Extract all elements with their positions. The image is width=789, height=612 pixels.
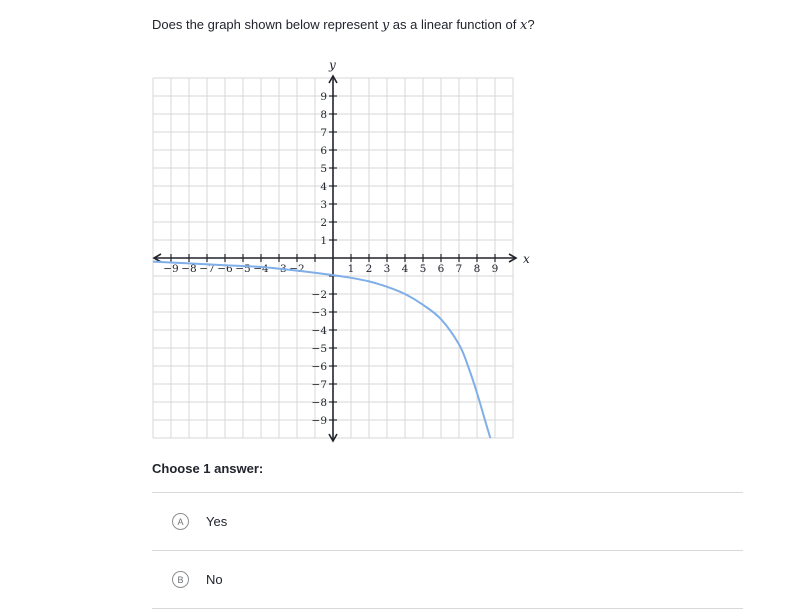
y-tick-label: −2 [311, 289, 327, 301]
y-tick-label: −8 [311, 397, 327, 409]
x-tick-label: −6 [217, 263, 233, 275]
y-tick-label: 8 [320, 109, 327, 121]
y-tick-label: −3 [311, 307, 327, 319]
y-tick-label: −9 [311, 415, 327, 427]
question-var-x: x [519, 18, 528, 33]
y-tick-label: 4 [320, 181, 327, 193]
x-tick-label: −7 [199, 263, 215, 275]
y-tick-label: 1 [320, 235, 327, 247]
x-tick-label: 1 [347, 263, 355, 275]
divider [152, 608, 743, 609]
choice-a-radio[interactable]: A [172, 513, 189, 530]
x-tick-label: 4 [401, 263, 409, 275]
y-tick-label: 3 [320, 199, 327, 211]
y-tick-label: −7 [311, 379, 327, 391]
function-graph [148, 54, 533, 444]
x-tick-label: 3 [383, 263, 391, 275]
y-tick-label: −6 [311, 361, 327, 373]
question-prefix: Does the graph shown below represent [152, 17, 382, 32]
x-tick-label: 6 [437, 263, 445, 275]
y-tick-label: 9 [320, 91, 327, 103]
x-tick-label: 2 [365, 263, 373, 275]
x-tick-label: −3 [271, 263, 287, 275]
y-tick-label: 2 [320, 217, 327, 229]
choice-b-label: No [206, 572, 223, 587]
y-axis-label: y [329, 58, 336, 72]
x-tick-label: −9 [163, 263, 179, 275]
x-tick-label: 8 [473, 263, 481, 275]
x-axis-label: x [523, 252, 530, 266]
x-tick-label: −5 [235, 263, 251, 275]
question-text [152, 17, 535, 33]
y-tick-label: 6 [320, 145, 327, 157]
x-tick-label: 5 [419, 263, 427, 275]
x-tick-label: −4 [253, 263, 269, 275]
choose-label: Choose 1 answer: [152, 461, 264, 476]
choice-b-radio[interactable]: B [172, 571, 189, 588]
x-tick-label: 7 [455, 263, 463, 275]
choice-no[interactable] [152, 551, 743, 608]
question-suffix: ? [527, 17, 535, 32]
x-tick-label: −8 [181, 263, 197, 275]
y-tick-label: −4 [311, 325, 327, 337]
axes [154, 76, 516, 441]
question-middle: as a linear function of [389, 17, 520, 32]
y-tick-label: −5 [311, 343, 327, 355]
question-var-y: y [381, 18, 390, 33]
x-tick-label: −2 [289, 263, 305, 275]
choice-yes[interactable] [152, 493, 743, 550]
choice-a-label: Yes [206, 514, 228, 529]
tick-labels [163, 58, 530, 427]
y-tick-label: 5 [320, 163, 327, 175]
x-tick-label: 9 [491, 263, 499, 275]
graph-svg [148, 54, 533, 444]
y-tick-label: 7 [320, 127, 327, 139]
